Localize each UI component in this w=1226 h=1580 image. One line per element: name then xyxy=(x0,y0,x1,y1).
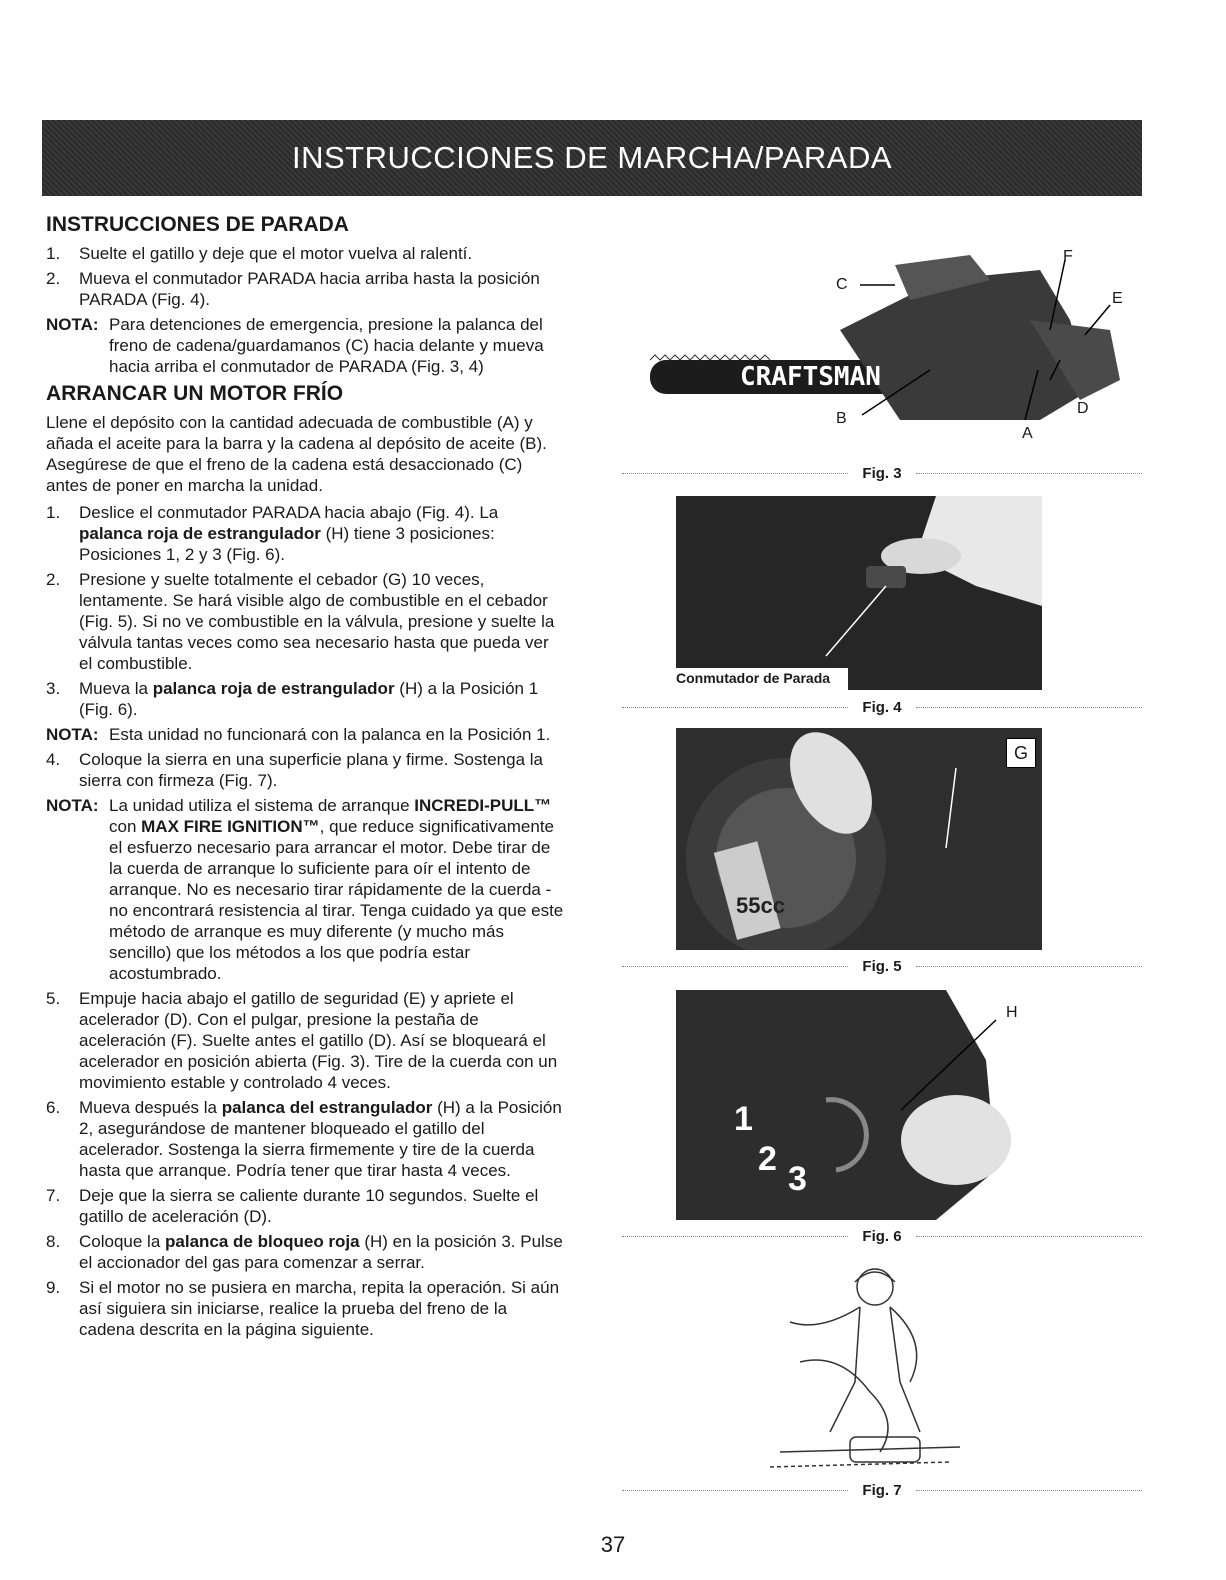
list-item xyxy=(46,1185,566,1227)
step-text: Mueva la palanca roja de estrangulador (H) a la Posición 1 (Fig. 6). xyxy=(79,679,539,719)
step-number: 1. xyxy=(46,244,61,263)
step-text: Deslice el conmutador PARADA hacia abajo (Fig. 4). La palanca roja de estrangulador (H) tiene 3 posiciones: Posiciones 1, 2 y 3 (Fig. 6). xyxy=(79,503,499,564)
cold-start-intro: Llene el depósito con la cantidad adecuada de combustible (A) y añada el aceite para la barra y la cadena al depósito de aceite (B). Asegúrese de que el freno de la cadena está desaccionado (C) antes de poner en marcha la unidad. xyxy=(46,413,547,495)
step-number: 4. xyxy=(46,750,61,769)
step-number: 2. xyxy=(46,269,61,288)
step-text: Mueva después la palanca del estrangulador (H) a la Posición 2, asegurándose de mantener bloqueado el gatillo del acelerador. Sostenga la sierra firmemente y tire de la cuerda hasta que arranque. Podría tener que tirar hasta 4 veces. xyxy=(79,1098,562,1180)
fig3-caption-row xyxy=(622,463,1142,483)
label-d: D xyxy=(1077,400,1089,417)
list-item xyxy=(46,678,566,720)
figure-3-chainsaw xyxy=(640,240,1140,460)
note-text: Esta unidad no funcionará con la palanca en la Posición 1. xyxy=(109,725,551,744)
step-text: Empuje hacia abajo el gatillo de seguridad (E) y apriete el acelerador (D). Con el pulgar, presione la pestaña de aceleración (F). Suelte antes el gatillo (D). Así se bloqueará el acelerador en posición abierta (Fig. 3). Tire de la cuerda con un movimiento estable y controlado 4 veces. xyxy=(79,989,558,1092)
note-label: NOTA: xyxy=(46,725,99,744)
fig5-caption: Fig. 5 xyxy=(862,957,902,975)
label-c: C xyxy=(836,276,848,293)
step-number: 2. xyxy=(46,570,61,589)
figure-7-starting-position xyxy=(760,1262,970,1482)
text-column xyxy=(46,212,566,1344)
cold-steps-cont xyxy=(46,749,566,791)
engine-size-text: 55cc xyxy=(736,893,785,918)
step-number: 1. xyxy=(46,503,61,522)
step-text: Deje que la sierra se caliente durante 10 segundos. Suelte el gatillo de aceleración (D). xyxy=(79,1186,539,1226)
brand-text: CRAFTSMAN xyxy=(740,362,881,392)
cold-steps xyxy=(46,502,566,720)
stop-heading: INSTRUCCIONES DE PARADA xyxy=(46,213,349,236)
figure-4-stop-switch xyxy=(676,496,1042,690)
label-f: F xyxy=(1063,248,1073,265)
step-number: 8. xyxy=(46,1232,61,1251)
list-item xyxy=(46,749,566,791)
step-text: Si el motor no se pusiera en marcha, repita la operación. Si aún así siguiera sin iniciarse, realice la prueba del freno de la cadena descrita en la página siguiente. xyxy=(79,1278,560,1339)
fig7-caption: Fig. 7 xyxy=(862,1481,902,1499)
step-number: 5. xyxy=(46,989,61,1008)
fig4-caption-row xyxy=(622,697,1142,717)
fig5-caption-row xyxy=(622,956,1142,976)
page-number: 37 xyxy=(600,1532,626,1557)
note-label: NOTA: xyxy=(46,796,99,815)
label-g: G xyxy=(1006,738,1036,768)
page-title: INSTRUCCIONES DE MARCHA/PARADA xyxy=(291,140,893,175)
stop-steps xyxy=(46,243,566,310)
note-text: Para detenciones de emergencia, presione la palanca del freno de cadena/guardamanos (C) hacia delante y mueva hacia arriba el conmutador de PARADA (Fig. 3, 4) xyxy=(109,315,544,376)
step-number: 9. xyxy=(46,1278,61,1297)
fig4-caption: Fig. 4 xyxy=(862,698,902,716)
list-item xyxy=(46,502,566,565)
list-item xyxy=(46,268,566,310)
list-item xyxy=(46,1277,566,1340)
list-item xyxy=(46,243,566,264)
cold-steps-cont2 xyxy=(46,988,566,1340)
fig7-caption-row xyxy=(622,1480,1142,1500)
note-text: La unidad utiliza el sistema de arranque INCREDI-PULL™ con MAX FIRE IGNITION™, que reduce significativamente el esfuerzo necesario para arrancar el motor. Debe tirar de la cuerda de arranque lo suficiente para oír el intento de arranque. No es necesario tirar rápidamente de la cuerda - no encontrará resistencia al tirar. Tenga cuidado ya que este método de arranque es muy diferente (y mucho más sencillo) que los métodos a los que podría estar acostumbrado. xyxy=(109,796,564,983)
position-1: 1 xyxy=(734,1100,753,1138)
figure-5-primer xyxy=(676,728,1042,950)
step-number: 6. xyxy=(46,1098,61,1117)
fig6-caption: Fig. 6 xyxy=(862,1227,902,1245)
step-number: 3. xyxy=(46,679,61,698)
list-item xyxy=(46,1231,566,1273)
list-item xyxy=(46,988,566,1093)
cold-start-heading: ARRANCAR UN MOTOR FRÍO xyxy=(46,382,344,405)
figure-6-choke xyxy=(676,990,1042,1220)
chainsaw-illustration xyxy=(640,240,1140,460)
label-a: A xyxy=(1022,425,1033,442)
step-text: Suelte el gatillo y deje que el motor vuelva al ralentí. xyxy=(79,244,473,263)
note-incredipull xyxy=(46,795,566,984)
fig3-caption: Fig. 3 xyxy=(862,464,902,482)
fig6-caption-row xyxy=(622,1226,1142,1246)
position-2: 2 xyxy=(758,1140,777,1178)
note-label: NOTA: xyxy=(46,315,99,334)
list-item xyxy=(46,569,566,674)
position-3: 3 xyxy=(788,1160,807,1198)
step-text: Coloque la sierra en una superficie plana y firme. Sostenga la sierra con firmeza (Fig. 7). xyxy=(79,750,543,790)
stop-note xyxy=(46,314,566,377)
list-item xyxy=(46,1097,566,1181)
section-banner xyxy=(42,120,1142,196)
operator-illustration xyxy=(760,1262,970,1482)
step-number: 7. xyxy=(46,1186,61,1205)
label-h: H xyxy=(1006,1004,1018,1021)
step-text: Mueva el conmutador PARADA hacia arriba hasta la posición PARADA (Fig. 4). xyxy=(79,269,540,309)
step-text: Presione y suelte totalmente el cebador (G) 10 veces, lentamente. Se hará visible algo de combustible en el cebador (Fig. 5). Si no ve combustible en la válvula, presione y suelte la válvula tantas veces como sea necesario hasta que pueda ver el combustible. xyxy=(79,570,555,673)
label-e: E xyxy=(1112,290,1123,307)
label-stop-switch: Conmutador de Parada xyxy=(676,670,831,686)
note-position-1 xyxy=(46,724,566,745)
label-b: B xyxy=(836,410,847,427)
step-text: Coloque la palanca de bloqueo roja (H) en la posición 3. Pulse el accionador del gas para comenzar a serrar. xyxy=(79,1232,563,1272)
